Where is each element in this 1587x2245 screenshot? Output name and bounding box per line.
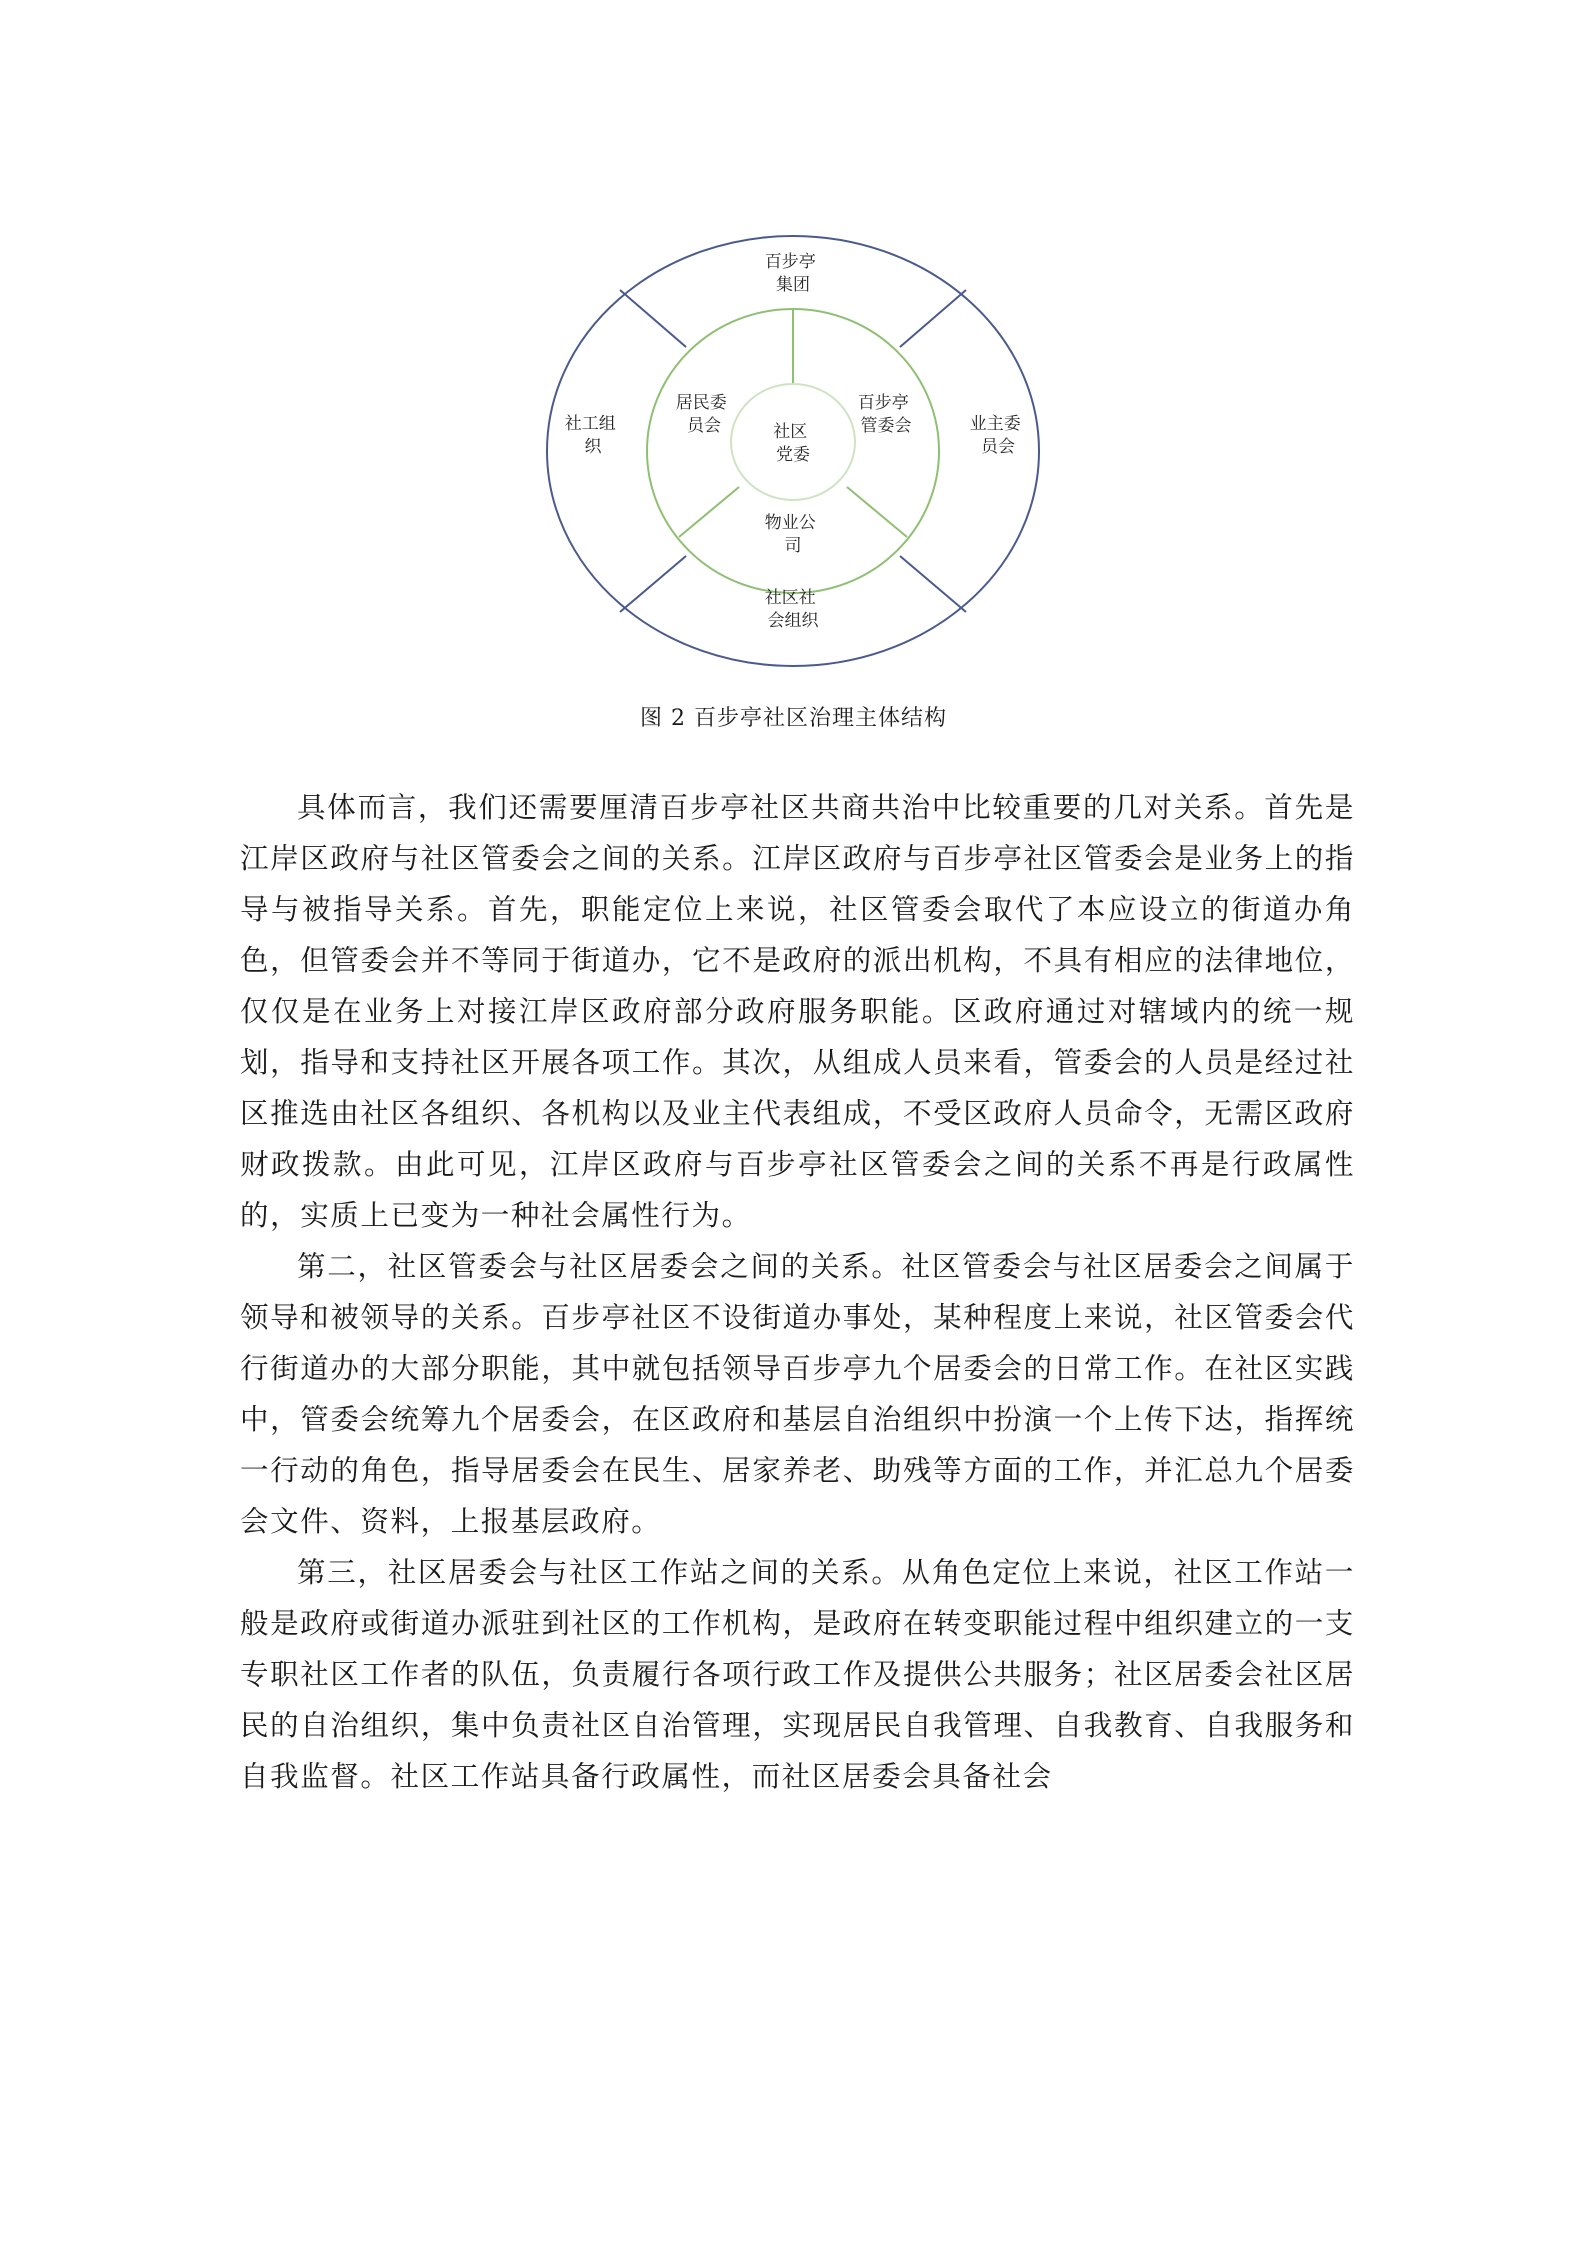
outer-divider-top-right — [900, 290, 966, 347]
inner-node-management-committee-line2: 管委会 — [860, 416, 912, 436]
outer-node-group — [765, 252, 821, 295]
outer-node-owners-committee-line2: 员会 — [981, 437, 1015, 457]
inner-node-property-company-line2: 司 — [784, 536, 802, 556]
inner-node-property-company-line1: 物业公 — [764, 513, 816, 533]
outer-node-owners-committee — [970, 414, 1026, 457]
outer-node-community-social-org-line1: 社区社 — [764, 588, 816, 608]
outer-node-social-work-org-line1: 社工组 — [564, 414, 616, 434]
figure-caption: 图 2 百步亭社区治理主体结构 — [640, 706, 947, 731]
outer-divider-bottom-left — [620, 556, 686, 612]
inner-divider-right — [847, 487, 907, 537]
body-text — [240, 782, 1355, 1802]
outer-divider-top-left — [620, 290, 686, 347]
paragraph-1: 具体而言，我们还需要厘清百步亭社区共商共治中比较重要的几对关系。首先是江岸区政府与社区管委会之间的关系。江岸区政府与百步亭社区管委会是业务上的指导与被指导关系。首先，职能定位上来说，社区管委会取代了本应设立的街道办角色，但管委会并不等同于街道办，它不是政府的派出机构，不具有相应的法律地位，仅仅是在业务上对接江岸区政府部分政府服务职能。区政府通过对辖域内的统一规划，指导和支持社区开展各项工作。其次，从组成人员来看，管委会的人员是经过社区推选由社区各组织、各机构以及业主代表组成，不受区政府人员命令，无需区政府财政拨款。由此可见，江岸区政府与百步亭社区管委会之间的关系不再是行政属性的，实质上已变为一种社会属性行为。 — [240, 791, 1355, 1232]
outer-node-social-work-org — [565, 414, 621, 457]
center-node-line2: 党委 — [776, 445, 810, 465]
inner-node-management-committee — [858, 393, 914, 436]
inner-node-property-company — [765, 513, 821, 556]
outer-node-community-social-org-line2: 会组织 — [767, 611, 819, 631]
outer-node-owners-committee-line1: 业主委 — [969, 414, 1021, 434]
inner-node-residents-committee-line1: 居民委 — [675, 393, 727, 413]
center-node-line1: 社区 — [773, 422, 808, 442]
outer-node-group-line1: 百步亭 — [764, 252, 816, 272]
outer-node-social-work-org-line2: 织 — [584, 437, 602, 457]
inner-node-residents-committee — [676, 393, 732, 436]
outer-node-community-social-org — [765, 588, 821, 631]
outer-divider-bottom-right — [900, 556, 966, 612]
paragraph-2: 第二，社区管委会与社区居委会之间的关系。社区管委会与社区居委会之间属于领导和被领导的关系。百步亭社区不设街道办事处，某种程度上来说，社区管委会代行街道办的大部分职能，其中就包括领导百步亭九个居委会的日常工作。在社区实践中，管委会统筹九个居委会，在区政府和基层自治组织中扮演一个上传下达，指挥统一行动的角色，指导居委会在民生、居家养老、助残等方面的工作，并汇总九个居委会文件、资料，上报基层政府。 — [240, 1250, 1355, 1538]
paragraph-3: 第三，社区居委会与社区工作站之间的关系。从角色定位上来说，社区工作站一般是政府或街道办派驻到社区的工作机构，是政府在转变职能过程中组织建立的一支专职社区工作者的队伍，负责履行各项行政工作及提供公共服务；社区居委会社区居民的自治组织，集中负责社区自治管理，实现居民自我管理、自我教育、自我服务和自我监督。社区工作站具备行政属性，而社区居委会具备社会 — [240, 1556, 1355, 1793]
outer-node-group-line2: 集团 — [776, 275, 810, 295]
inner-divider-left — [679, 487, 739, 537]
governance-structure-diagram — [0, 0, 1587, 700]
inner-node-residents-committee-line2: 员会 — [687, 416, 721, 436]
center-ring — [731, 384, 855, 500]
inner-node-management-committee-line1: 百步亭 — [857, 393, 909, 413]
